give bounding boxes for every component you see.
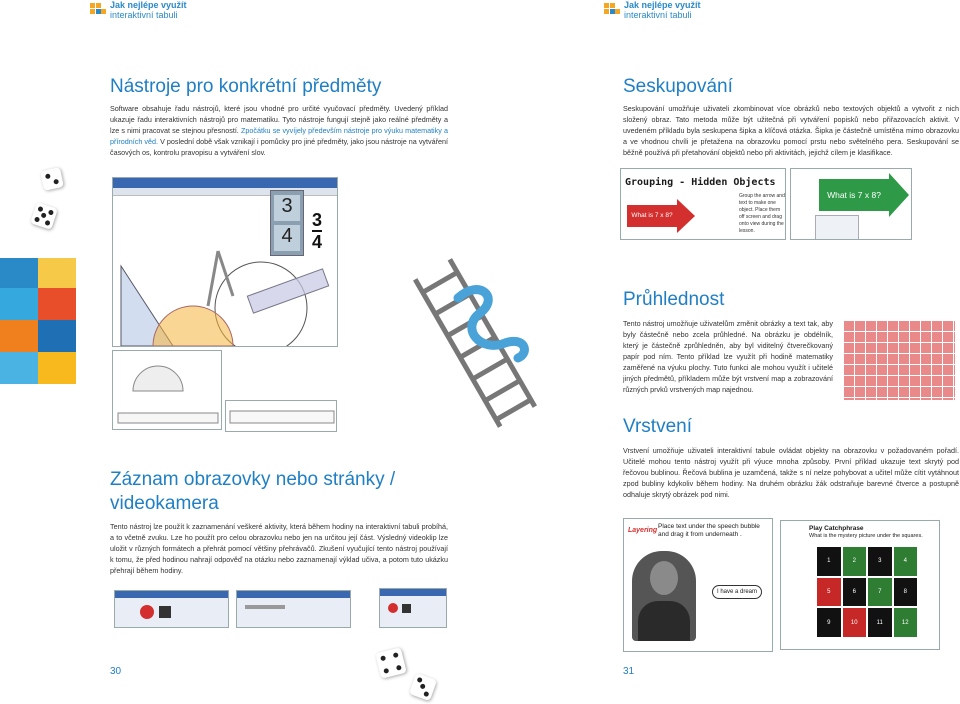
speech-bubble: I have a dream xyxy=(712,585,762,599)
grouping-title: Grouping - Hidden Objects xyxy=(625,177,776,188)
dice-icon xyxy=(409,673,437,701)
catchphrase-cell[interactable]: 2 xyxy=(843,547,867,576)
catchphrase-cell[interactable]: 12 xyxy=(894,608,918,637)
stop-icon xyxy=(159,606,171,618)
page-header-left xyxy=(90,0,187,22)
fraction-tile-denominator: 4 xyxy=(274,225,300,251)
logo-icon xyxy=(90,3,106,17)
logo-icon xyxy=(604,3,620,17)
colorful-board-image xyxy=(0,258,76,384)
header-line2: interaktivní tabuli xyxy=(110,10,178,20)
catchphrase-cell[interactable]: 7 xyxy=(868,578,892,607)
catchphrase-cell[interactable]: 11 xyxy=(868,608,892,637)
catchphrase-cell[interactable]: 3 xyxy=(868,547,892,576)
catchphrase-cell[interactable]: 9 xyxy=(817,608,841,637)
question-arrow-left: What is 7 x 8? xyxy=(627,205,677,227)
header-line2: interaktivní tabuli xyxy=(624,10,692,20)
recorder-screenshot-3 xyxy=(379,588,447,628)
stop-icon xyxy=(402,604,411,613)
context-menu xyxy=(815,215,859,240)
catchphrase-cell[interactable]: 5 xyxy=(817,578,841,607)
catchphrase-grid xyxy=(817,547,917,637)
grouping-screenshot-left xyxy=(620,168,786,240)
catchphrase-cell[interactable]: 4 xyxy=(894,547,918,576)
layering-label: Layering xyxy=(628,527,658,534)
geometry-tools-illustration xyxy=(113,196,338,347)
record-icon xyxy=(140,605,154,619)
layering-screenshot xyxy=(623,518,773,652)
header-line1: Jak nejlépe využít xyxy=(624,0,701,10)
recorder-screenshot-1 xyxy=(114,590,229,628)
section-text-layering: Vrstvení umožňuje uživateli interaktivní tabule ovládat objekty na obrazovku v požadovaném pořadí. Učitelé mohou tento nástroj využít při výuce mnoha způsoby. První příklad ukazuje text skrytý pod řečovou bublinou. Řečová bublina je uzamčená, takže s ní nelze pohybovat a učitel může cítit vytáhnout zpod bubliny kdykoliv během hodiny. Na druhém obrázku žák odstraňuje barevné čtverce a postupně odhaluje skrytý obrázek pod nimi. xyxy=(623,446,959,499)
catchphrase-cell[interactable]: 6 xyxy=(843,578,867,607)
catchphrase-cell[interactable]: 10 xyxy=(843,608,867,637)
ruler-screenshot xyxy=(112,350,222,430)
grouping-screenshot-right xyxy=(790,168,912,240)
dice-icon xyxy=(375,647,407,679)
transparency-grid-image xyxy=(843,320,955,400)
section-title-transparency: Průhlednost xyxy=(623,289,725,310)
section-title-layering: Vrstvení xyxy=(623,416,692,437)
bubble-instruction: Place text under the speech bubble and drag it from underneath . xyxy=(658,523,760,538)
section-text-recording: Tento nástroj lze použít k zaznamenání veškeré aktivity, která během hodiny na interaktivní tabuli probíhá, a to včetně zvuku. Lze ho použít pro celou obrazovku nebo jen na určitou její část. Výsledný videoklip lze uložit v různých formátech a přehrát pomocí většiny přehrávačů. Zkušení vyučující tento nástroj používají k tomu, že před hodinou nahrají odpověď na otázku nebo zaznamenají výklad učiva, a potom tuto ukázku přehrají během hodiny. xyxy=(110,522,448,575)
dice-icon xyxy=(30,202,58,230)
grouping-note: Group the arrow and text to make one object. Place them off screen and drag onto view during the lesson. xyxy=(739,193,785,234)
fraction-screenshot xyxy=(270,190,304,256)
math-tools-screenshot xyxy=(112,177,338,347)
question-arrow-right: What is 7 x 8? xyxy=(819,179,889,211)
section-title-recording: Záznam obrazovky nebo stránky / videokamera xyxy=(110,469,396,514)
section-text-tools: Software obsahuje řadu nástrojů, které jsou vhodné pro určité vyučovací předměty. Uvedený příklad ukazuje řadu interaktivních nástrojů pro matematiku. Tyto nástroje fungují stejně jako reálné předměty a lze s nimi pracovat se stejnou přesností. Zpočátku se vyvíjely především nástroje pro výuku matematiky a přírodních věd. V poslední době však vznikají i pomůcky pro jiné předměty, jako jsou nástroje na vytváření časových os, kontrolu pravopisu a vytváření slov. xyxy=(110,104,449,157)
catchphrase-subtitle: What is the mystery picture under the squares. xyxy=(809,533,923,539)
ruler-long-screenshot xyxy=(225,400,337,432)
fraction-label: 3 4 xyxy=(312,210,323,252)
page-number-left: 30 xyxy=(110,666,122,677)
page-header-right xyxy=(604,0,701,22)
fraction-tile-numerator: 3 xyxy=(274,195,300,221)
record-icon xyxy=(388,603,398,613)
recorder-screenshot-2 xyxy=(236,590,351,628)
dice-icon xyxy=(40,167,64,191)
catchphrase-title: Play Catchphrase xyxy=(809,525,864,532)
portrait-image xyxy=(632,551,696,641)
catchphrase-cell[interactable]: 1 xyxy=(817,547,841,576)
snakes-ladders-illustration xyxy=(410,258,540,428)
section-text-transparency: Tento nástroj umožňuje uživatelům změnit obrázky a text tak, aby byly částečně nebo zcela průhledné. Na obrázku je obdélník, který je částečně zprůhledněn, aby byl viditelný čtverečkovaný papír pod ním. Tento příklad lze využít při hodině matematiky zaměřené na výuku plochy. Tuto funkci ale mohou využít i učitelé jiných předmětů, příkladem může být vrstvení map a zobrazování různých prvků vrstvených map najednou. xyxy=(623,319,833,394)
section-text-grouping: Seskupování umožňuje uživateli zkombinovat více obrázků nebo textových objektů a vytvořit z nich složený obraz. Tato metoda může být užitečná při vytváření popisků nebo přiřazovacích aktivit. V uvedeném příkladu byla seskupena šipka a klíčová otázka. Šipka je částečně umístěna mimo obrazovku a ve vhodnou chvíli je přetažena na obrazovku pomocí prstu nebo světelného pera. Seskupování se běžně používá při přetahování objektů nebo při aktivitách, jejichž cílem je klasifikace. xyxy=(623,104,959,157)
catchphrase-cell[interactable]: 8 xyxy=(894,578,918,607)
section-title-grouping: Seskupování xyxy=(623,76,733,97)
catchphrase-screenshot xyxy=(780,520,940,650)
page-number-right: 31 xyxy=(623,666,635,677)
section-title-tools: Nástroje pro konkrétní předměty xyxy=(110,76,382,97)
header-line1: Jak nejlépe využít xyxy=(110,0,187,10)
